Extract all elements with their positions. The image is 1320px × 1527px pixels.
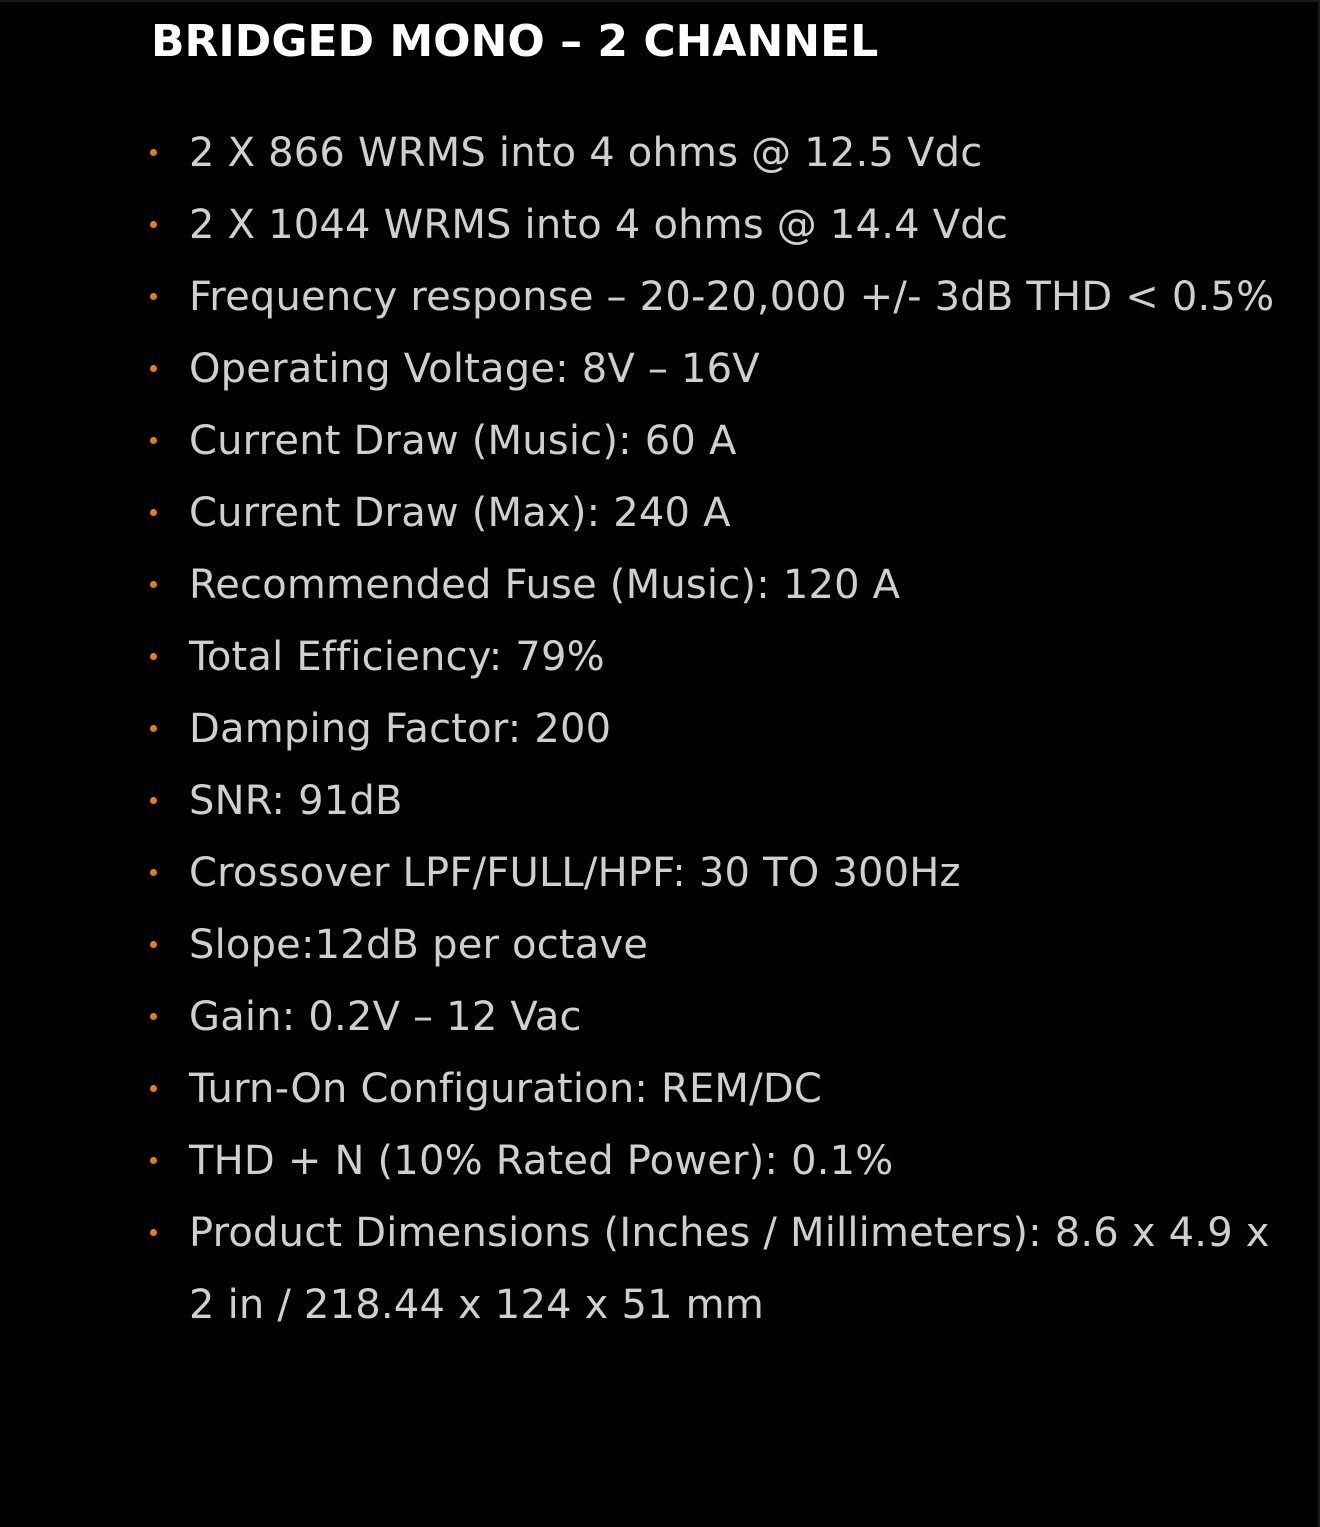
bullet-icon <box>150 869 157 876</box>
spec-item-power-12v <box>0 117 1320 189</box>
section-heading: BRIDGED MONO – 2 CHANNEL <box>151 16 879 67</box>
spec-item-current-draw-max <box>0 477 1320 549</box>
spec-text: Slope:12dB per octave <box>189 922 649 968</box>
spec-text: Product Dimensions (Inches / Millimeters): 8.6 x 4.9 x 2 in / 218.44 x 124 x 51 mm <box>189 1210 1270 1328</box>
spec-item-total-efficiency <box>0 621 1320 693</box>
spec-list <box>0 117 1320 1341</box>
spec-item-recommended-fuse <box>0 549 1320 621</box>
spec-item-crossover <box>0 837 1320 909</box>
spec-item-turn-on-configuration <box>0 1053 1320 1125</box>
spec-text: Turn-On Configuration: REM/DC <box>189 1066 822 1112</box>
bullet-icon <box>150 437 157 444</box>
spec-text: Current Draw (Max): 240 A <box>189 490 731 536</box>
spec-text: Damping Factor: 200 <box>189 706 612 752</box>
bullet-icon <box>150 653 157 660</box>
bullet-icon <box>150 797 157 804</box>
bullet-icon <box>150 509 157 516</box>
spec-item-gain <box>0 981 1320 1053</box>
spec-text: 2 X 1044 WRMS into 4 ohms @ 14.4 Vdc <box>189 202 1009 248</box>
spec-text: Operating Voltage: 8V – 16V <box>189 346 760 392</box>
bullet-icon <box>150 293 157 300</box>
spec-item-damping-factor <box>0 693 1320 765</box>
spec-item-thd-n <box>0 1125 1320 1197</box>
bullet-icon <box>150 581 157 588</box>
spec-text: Gain: 0.2V – 12 Vac <box>189 994 582 1040</box>
spec-text: 2 X 866 WRMS into 4 ohms @ 12.5 Vdc <box>189 130 983 176</box>
bullet-icon <box>150 941 157 948</box>
spec-text: Frequency response – 20-20,000 +/- 3dB THD < 0.5% <box>189 274 1275 320</box>
spec-item-current-draw-music <box>0 405 1320 477</box>
spec-text: Recommended Fuse (Music): 120 A <box>189 562 901 608</box>
spec-item-frequency-response <box>0 261 1320 333</box>
bullet-icon <box>150 365 157 372</box>
spec-item-operating-voltage <box>0 333 1320 405</box>
spec-item-product-dimensions <box>0 1197 1320 1341</box>
bullet-icon <box>150 1085 157 1092</box>
bullet-icon <box>150 1229 157 1236</box>
spec-text: Total Efficiency: 79% <box>189 634 605 680</box>
spec-text: Crossover LPF/FULL/HPF: 30 TO 300Hz <box>189 850 961 896</box>
spec-item-power-14v <box>0 189 1320 261</box>
bullet-icon <box>150 149 157 156</box>
bullet-icon <box>150 1157 157 1164</box>
spec-text: THD + N (10% Rated Power): 0.1% <box>189 1138 894 1184</box>
spec-text: SNR: 91dB <box>189 778 403 824</box>
bullet-icon <box>150 725 157 732</box>
bullet-icon <box>150 1013 157 1020</box>
spec-item-snr <box>0 765 1320 837</box>
spec-text: Current Draw (Music): 60 A <box>189 418 737 464</box>
spec-item-slope <box>0 909 1320 981</box>
bullet-icon <box>150 221 157 228</box>
